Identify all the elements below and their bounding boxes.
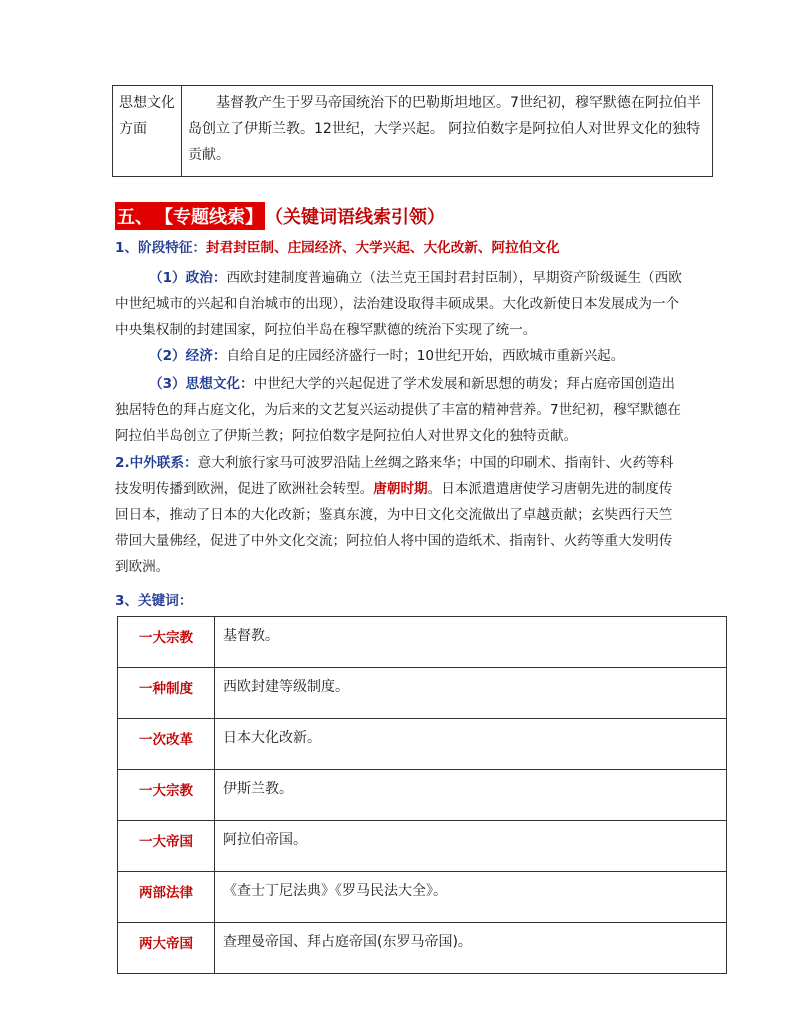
table-row	[118, 668, 727, 719]
table-row	[118, 872, 727, 923]
keyword-term: 一大宗教	[118, 617, 215, 668]
links-paragraph	[115, 450, 685, 580]
tang-label: 唐朝时期	[373, 481, 428, 497]
keyword-description: 日本大化改新。	[215, 719, 727, 770]
section-title-highlight: 【专题线索】	[153, 202, 265, 230]
keyword-term: 两大帝国	[118, 923, 215, 974]
economy-paragraph	[115, 343, 685, 369]
keywords-label: 3、关键词：	[115, 593, 193, 609]
keyword-term: 一大宗教	[118, 770, 215, 821]
stage-features-line	[115, 235, 685, 261]
keywords-label-line	[115, 588, 685, 614]
keyword-description: 基督教。	[215, 617, 727, 668]
culture-summary-table	[112, 85, 713, 177]
economy-text: 自给自足的庄园经济盛行一时；10世纪开始，西欧城市重新兴起。	[226, 348, 625, 364]
category-cell: 思想文化方面	[113, 86, 182, 177]
keyword-term: 一次改革	[118, 719, 215, 770]
keyword-term: 一大帝国	[118, 821, 215, 872]
links-text-2: 。日本派遣遣唐使学习唐朝先进的制度传回日本，推动了日本的大化改新；鉴真东渡，为中日文化交流做出了卓越贡献；玄奘西行天竺带回大量佛经，促进了中外文化交流；阿拉伯人将中国的造纸术、指南针、火药等重大发明传到欧洲。	[115, 481, 673, 575]
section-heading	[115, 203, 445, 229]
table-row	[113, 86, 713, 177]
links-text-1: 意大利旅行家马可波罗沿陆上丝绸之路来华；中国的印刷术、指南针、火药等科技发明传播到欧洲，促进了欧洲社会转型。	[115, 455, 674, 497]
keyword-term: 一种制度	[118, 668, 215, 719]
content-cell: 基督教产生于罗马帝国统治下的巴勒斯坦地区。7世纪初，穆罕默德在阿拉伯半岛创立了伊斯兰教。12世纪，大学兴起。 阿拉伯数字是阿拉伯人对世界文化的独特贡献。	[182, 86, 713, 177]
table-row	[118, 923, 727, 974]
politics-label: （1）政治：	[149, 270, 227, 286]
culture-text: 中世纪大学的兴起促进了学术发展和新思想的萌发；拜占庭帝国创造出独居特色的拜占庭文化，为后来的文艺复兴运动提供了丰富的精神营养。7世纪初，穆罕默德在阿拉伯半岛创立了伊斯兰教；阿拉伯数字是阿拉伯人对世界文化的独特贡献。	[115, 376, 681, 444]
table-row	[118, 719, 727, 770]
section-subtitle: （关键词语线索引领）	[265, 207, 445, 228]
keyword-description: 查理曼帝国、拜占庭帝国(东罗马帝国)。	[215, 923, 727, 974]
culture-paragraph	[115, 371, 685, 449]
table-row	[118, 617, 727, 668]
links-label: 2.中外联系：	[115, 455, 198, 471]
keyword-description: 《查士丁尼法典》《罗马民法大全》。	[215, 872, 727, 923]
keyword-description: 阿拉伯帝国。	[215, 821, 727, 872]
keyword-description: 西欧封建等级制度。	[215, 668, 727, 719]
table-row	[118, 821, 727, 872]
stage-items: 封君封臣制、庄园经济、大学兴起、大化改新、阿拉伯文化	[206, 240, 560, 256]
keywords-table	[117, 616, 727, 974]
culture-label: （3）思想文化：	[149, 376, 254, 392]
keyword-description: 伊斯兰教。	[215, 770, 727, 821]
keyword-term: 两部法律	[118, 872, 215, 923]
economy-label: （2）经济：	[149, 348, 227, 364]
politics-paragraph	[115, 265, 685, 343]
stage-label: 1、阶段特征：	[115, 240, 207, 256]
section-number: 五、	[115, 202, 153, 230]
table-row	[118, 770, 727, 821]
politics-text: 西欧封建制度普遍确立（法兰克王国封君封臣制），早期资产阶级诞生（西欧中世纪城市的兴起和自治城市的出现），法治建设取得丰硕成果。大化改新使日本发展成为一个中央集权制的封建国家，阿拉伯半岛在穆罕默德的统治下实现了统一。	[115, 270, 682, 338]
